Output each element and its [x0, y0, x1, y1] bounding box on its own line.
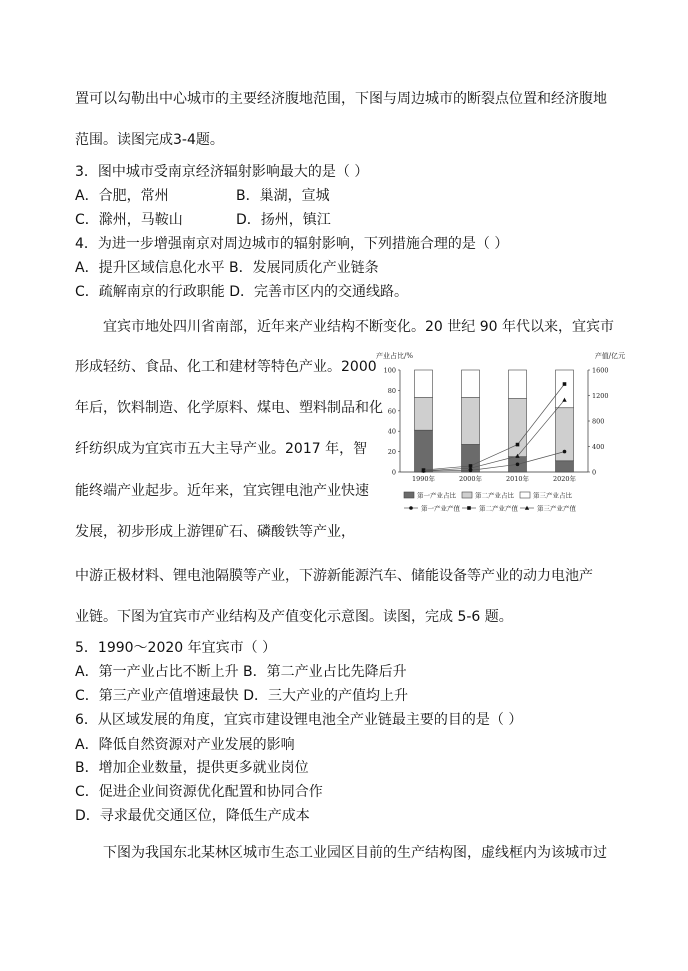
paragraph-line: 下图为我国东北某林区城市生态工业园区目前的生产结构图，虚线框内为该城市过: [103, 845, 607, 861]
stacked-bar-segment: [556, 461, 574, 472]
stacked-bar-segment: [415, 370, 433, 398]
paragraph-line: 置可以勾勒出中心城市的主要经济腹地范围，下图与周边城市的断裂点位置和经济腹地: [75, 91, 607, 107]
stacked-bar-segment: [462, 370, 480, 398]
right-axis-label: 产值/亿元: [594, 352, 626, 360]
stacked-bar-segment: [509, 399, 527, 457]
left-tick-label: 0: [391, 468, 396, 477]
q3-option-c: C．滁州，马鞍山: [75, 212, 183, 228]
category-label: 2000年: [458, 475, 483, 483]
question-5: 5．1990～2020 年宜宾市（ ）: [75, 640, 277, 656]
q5-options-ab: A．第一产业占比不断上升 B．第二产业占比先降后升: [75, 664, 407, 680]
value-point-square: [563, 382, 567, 386]
paragraph-line: 中游正极材料、锂电池隔膜等产业，下游新能源汽车、储能设备等产业的动力电池产: [75, 568, 593, 584]
left-tick-label: 80: [387, 386, 396, 395]
paragraph-line: 形成轻纺、食品、化工和建材等特色产业。2000: [75, 359, 377, 375]
left-tick-label: 60: [387, 407, 396, 416]
legend-marker: [409, 506, 413, 510]
stacked-bar-segment: [415, 430, 433, 472]
q6-option-d: D．寻求最优交通区位，降低生产成本: [75, 808, 310, 824]
legend-swatch: [520, 492, 530, 498]
legend-label: 第三产业产值: [537, 504, 576, 513]
q5-options-cd: C．第三产业产值增速最快 D．三大产业的产值均上升: [75, 688, 409, 704]
paragraph-line: 能终端产业起步。近年来，宜宾锂电池产业快速: [75, 483, 369, 499]
value-point-square: [516, 443, 520, 447]
paragraph-line: 业链。下图为宜宾市产业结构及产值变化示意图。读图，完成 5-6 题。: [75, 609, 513, 625]
category-label: 2020年: [552, 475, 577, 483]
paragraph-line: 年后，饮料制造、化学原料、煤电、塑料制品和化: [75, 400, 383, 416]
legend-label: 第一产业占比: [417, 491, 456, 500]
category-label: 1990年: [411, 475, 436, 483]
stacked-bar-segment: [462, 398, 480, 445]
stacked-bar-segment: [509, 370, 527, 399]
question-3: 3．图中城市受南京经济辐射影响最大的是（ ）: [75, 164, 369, 180]
industry-structure-chart: [370, 344, 626, 522]
right-tick-label: 1600: [592, 366, 609, 375]
left-tick-label: 100: [383, 366, 396, 375]
value-point-circle: [516, 463, 520, 467]
legend-label: 第三产业占比: [533, 491, 572, 500]
q6-option-b: B．增加企业数量，提供更多就业岗位: [75, 760, 309, 776]
paragraph-line: 宜宾市地处四川省南部，近年来产业结构不断变化。20 世纪 90 年代以来，宜宾市: [103, 319, 614, 335]
category-label: 2010年: [505, 475, 530, 483]
question-4: 4．为进一步增强南京对周边城市的辐射影响，下列措施合理的是（ ）: [75, 236, 509, 252]
q6-option-c: C．促进企业间资源优化配置和协同合作: [75, 784, 323, 800]
stacked-bar-segment: [556, 370, 574, 408]
value-point-circle: [563, 450, 567, 454]
right-tick-label: 800: [592, 417, 605, 426]
value-series-line: [424, 400, 565, 471]
legend-label: 第二产业占比: [475, 491, 514, 500]
q4-options-cd: C．疏解南京的行政职能 D．完善市区内的交通线路。: [75, 284, 409, 300]
right-tick-label: 400: [592, 443, 605, 451]
left-tick-label: 20: [387, 448, 396, 457]
q3-option-d: D．扬州，镇江: [236, 212, 331, 228]
legend-marker: [467, 506, 471, 510]
paragraph-line: 范围。读图完成3-4题。: [75, 132, 224, 148]
left-tick-label: 40: [387, 427, 396, 436]
legend-swatch: [404, 492, 414, 498]
right-tick-label: 0: [592, 468, 597, 477]
right-tick-label: 1200: [592, 392, 609, 400]
legend-label: 第一产业产值: [421, 504, 460, 513]
stacked-bar-segment: [415, 398, 433, 431]
paragraph-line: 纤纺织成为宜宾市五大主导产业。2017 年，智: [75, 441, 368, 457]
q6-option-a: A．降低自然资源对产业发展的影响: [75, 737, 295, 753]
q4-options-ab: A．提升区域信息化水平 B．发展同质化产业链条: [75, 260, 379, 276]
left-axis-label: 产业占比/%: [376, 352, 414, 360]
legend-swatch: [462, 492, 472, 498]
legend-label: 第二产业产值: [479, 504, 518, 513]
paragraph-line: 发展，初步形成上游锂矿石、磷酸铁等产业，: [75, 524, 355, 540]
q3-option-a: A．合肥，常州: [75, 188, 169, 204]
question-6: 6．从区域发展的角度，宜宾市建设锂电池全产业链最主要的目的是（ ）: [75, 712, 523, 728]
q3-option-b: B．巢湖，宣城: [236, 188, 330, 204]
